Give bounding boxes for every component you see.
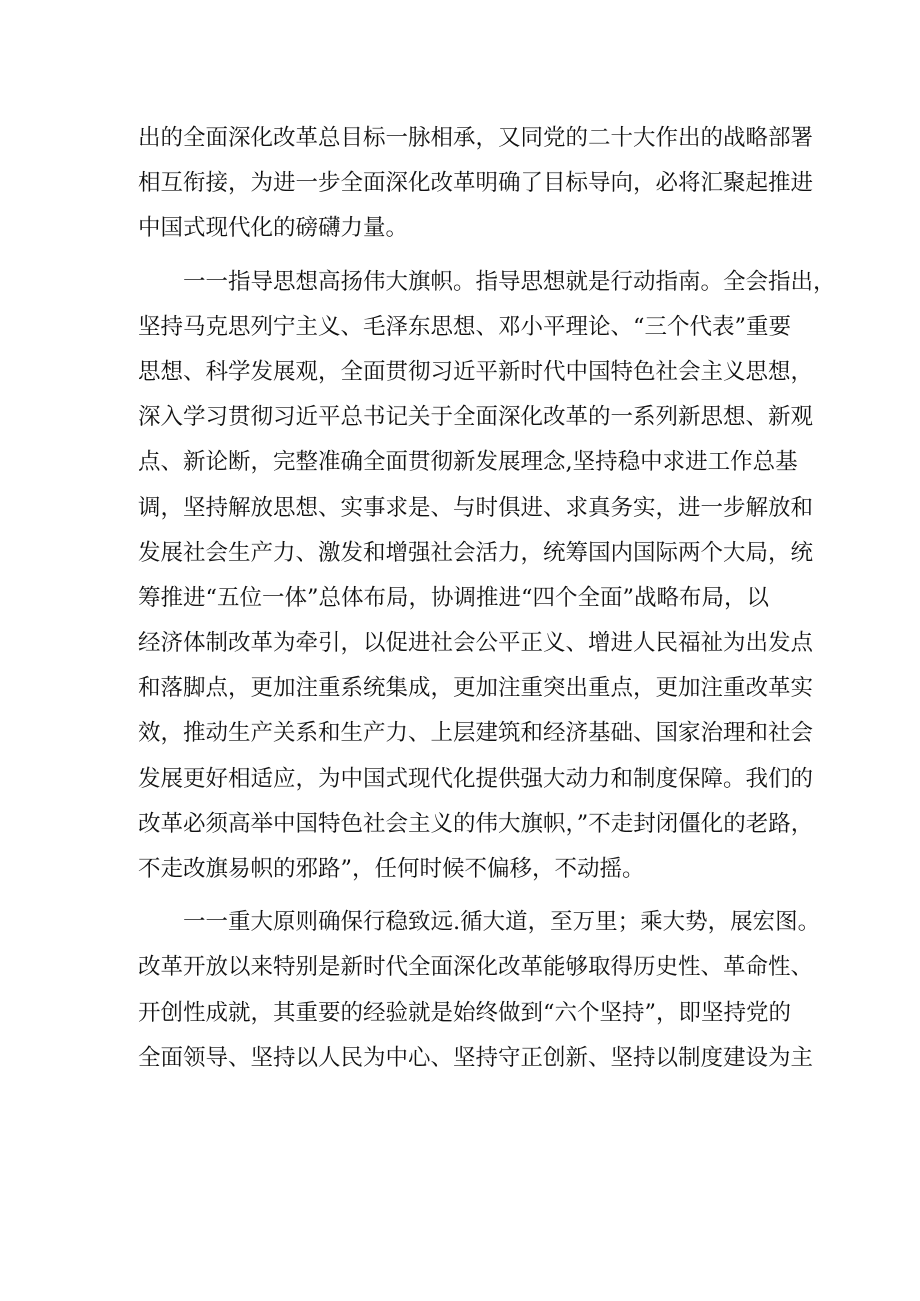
text-line: 改革开放以来特别是新时代全面深化改革能够取得历史性、革命性、 <box>138 954 814 981</box>
paragraph-1 <box>138 116 814 252</box>
text-line: 效，推动生产关系和生产力、上层建筑和经济基础、国家治理和社会 <box>138 720 814 747</box>
text-line: 调，坚持解放思想、实事求是、与时俱进、求真务实，进一步解放和 <box>138 494 814 521</box>
text-line: 出的全面深化改革总目标一脉相承，又同党的二十大作出的战略部署 <box>138 125 814 151</box>
text-line: 一一重大原则确保行稳致远.循大道，至万里；乘大势，展宏图。 <box>183 909 821 936</box>
text-line: 经济体制改革为牵引，以促进社会公平正义、增进人民福祉为出发点 <box>138 630 814 657</box>
body-text <box>138 116 836 1081</box>
text-line: 发展社会生产力、激发和增强社会活力，统筹国内国际两个大局，统 <box>138 539 814 566</box>
text-line: 深入学习贯彻习近平总书记关于全面深化改革的一系列新思想、新观 <box>138 404 814 431</box>
text-line: 开创性成就，其重要的经验就是始终做到“六个坚持”，即坚持党的 <box>138 999 792 1026</box>
text-line: 相互衔接，为进一步全面深化改革明确了目标导向，必将汇聚起推进 <box>138 170 814 197</box>
text-line: 坚持马克思列宁主义、毛泽东思想、邓小平理论、“三个代表”重要 <box>138 313 792 340</box>
text-line: 点、新论断，完整准确全面贯彻新发展理念,坚持稳中求进工作总基 <box>138 449 798 476</box>
paragraph-3 <box>138 900 821 1081</box>
text-line: 全面领导、坚持以人民为中心、坚持守正创新、坚持以制度建设为主 <box>138 1044 814 1071</box>
text-line: 和落脚点，更加注重系统集成，更加注重突出重点，更加注重改革实 <box>138 675 814 702</box>
text-line: 改革必须高举中国特色社会主义的伟大旗帜，”不走封闭僵化的老路， <box>138 810 814 837</box>
text-line: 发展更好相适应，为中国式现代化提供强大动力和制度保障。我们的 <box>138 765 814 792</box>
paragraph-2 <box>138 260 836 893</box>
paragraph-gap <box>138 252 788 260</box>
text-line: 一一指导思想高扬伟大旗帜。指导思想就是行动指南。全会指出， <box>183 268 836 295</box>
text-line: 中国式现代化的磅礴力量。 <box>138 215 409 242</box>
text-line: 筹推进“五位一体”总体布局，协调推进“四个全面”战略布局，以 <box>138 584 770 611</box>
text-line: 不走改旗易帜的邪路”，任何时候不偏移，不动摇。 <box>138 856 645 882</box>
text-line: 思想、科学发展观，全面贯彻习近平新时代中国特色社会主义思想， <box>138 358 814 385</box>
paragraph-gap <box>138 892 788 900</box>
